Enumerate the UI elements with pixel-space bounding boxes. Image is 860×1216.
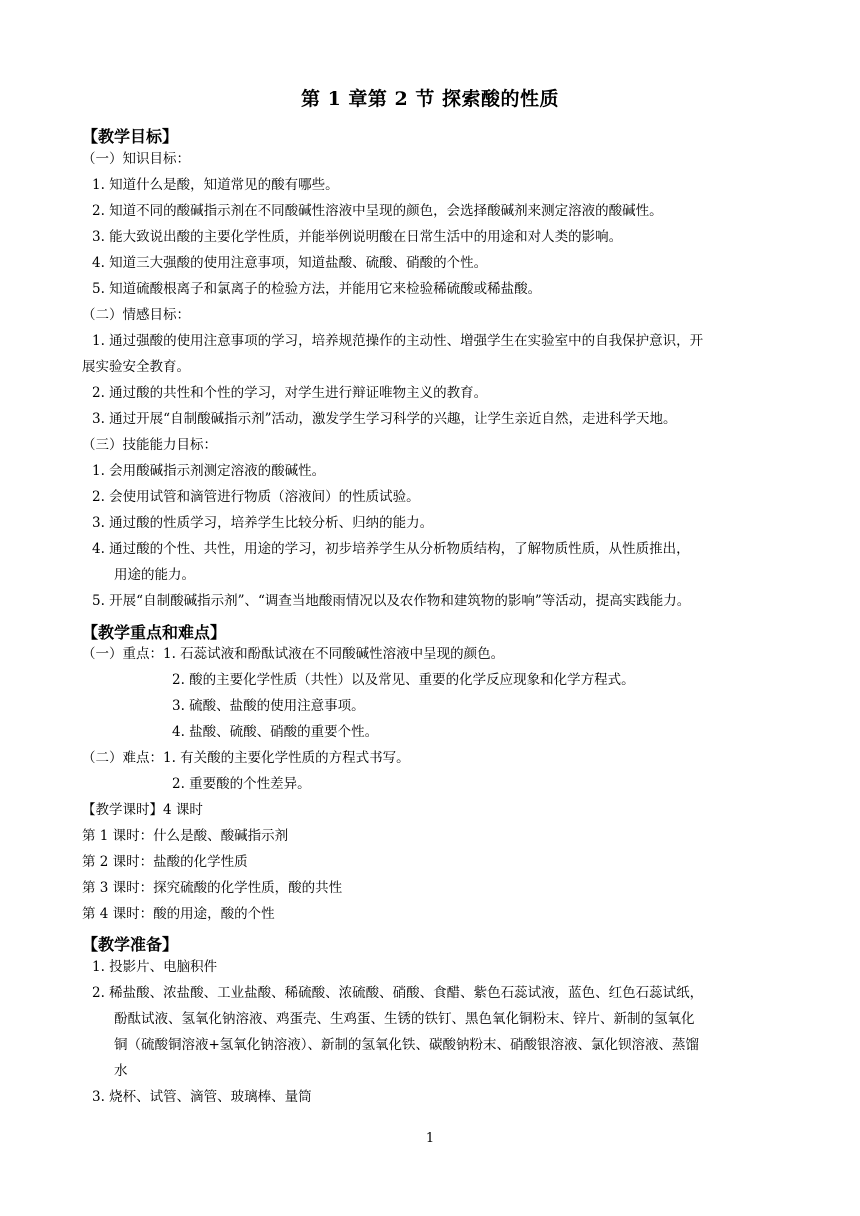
knowledge-item: 4. 知道三大强酸的使用注意事项，知道盐酸、硫酸、硝酸的个性。 bbox=[92, 255, 488, 271]
lesson-item: 第 1 课时：什么是酸、酸碱指示剂 bbox=[82, 828, 289, 844]
skill-item: 1. 会用酸碱指示剂测定溶液的酸碱性。 bbox=[92, 463, 326, 479]
focus-item: 4. 盐酸、硫酸、硝酸的重要个性。 bbox=[172, 724, 379, 740]
page-title: 第 1 章第 2 节 探索酸的性质 bbox=[300, 88, 559, 110]
focus-item: 3. 硫酸、盐酸的使用注意事项。 bbox=[172, 698, 365, 714]
knowledge-heading: （一）知识目标： bbox=[82, 151, 190, 167]
section-heading-key-points: 【教学重点和难点】 bbox=[82, 623, 227, 642]
knowledge-item: 5. 知道硫酸根离子和氯离子的检验方法，并能用它来检验稀硫酸或稀盐酸。 bbox=[92, 281, 542, 297]
prep-item: 1. 投影片、电脑积件 bbox=[92, 959, 218, 975]
skill-item-cont: 用途的能力。 bbox=[114, 567, 195, 583]
emotion-heading: （二）情感目标： bbox=[82, 307, 190, 323]
prep-item-cont: 酚酞试液、氢氧化钠溶液、鸡蛋壳、生鸡蛋、生锈的铁钉、黑色氧化铜粉末、锌片、新制的氢氧化 bbox=[114, 1011, 695, 1027]
difficulty-item: （二）难点：1. 有关酸的主要化学性质的方程式书写。 bbox=[82, 750, 410, 766]
class-hours-heading: 【教学课时】4 课时 bbox=[82, 802, 203, 818]
skill-item: 3. 通过酸的性质学习，培养学生比较分析、归纳的能力。 bbox=[92, 515, 434, 531]
section-heading-prep: 【教学准备】 bbox=[82, 935, 179, 954]
emotion-item: 2. 通过酸的共性和个性的学习，对学生进行辩证唯物主义的教育。 bbox=[92, 385, 488, 401]
lesson-item: 第 3 课时：探究硫酸的化学性质，酸的共性 bbox=[82, 880, 343, 896]
emotion-item-cont: 展实验安全教育。 bbox=[82, 359, 190, 375]
focus-item: 2. 酸的主要化学性质（共性）以及常见、重要的化学反应现象和化学方程式。 bbox=[172, 672, 635, 688]
skill-item: 5. 开展“自制酸碱指示剂”、“调查当地酸雨情况以及农作物和建筑物的影响”等活动，提高实践能力。 bbox=[92, 593, 691, 609]
knowledge-item: 1. 知道什么是酸，知道常见的酸有哪些。 bbox=[92, 177, 339, 193]
focus-item: （一）重点：1. 石蕊试液和酚酞试液在不同酸碱性溶液中呈现的颜色。 bbox=[82, 646, 505, 662]
knowledge-item: 2. 知道不同的酸碱指示剂在不同酸碱性溶液中呈现的颜色，会选择酸碱剂来测定溶液的酸碱性。 bbox=[92, 203, 663, 219]
emotion-item: 1. 通过强酸的使用注意事项的学习，培养规范操作的主动性、增强学生在实验室中的自我保护意识，开 bbox=[92, 333, 704, 349]
emotion-item: 3. 通过开展“自制酸碱指示剂”活动，激发学生学习科学的兴趣，让学生亲近自然，走进科学天地。 bbox=[92, 411, 677, 427]
skill-heading: （三）技能能力目标： bbox=[82, 437, 217, 453]
lesson-item: 第 2 课时：盐酸的化学性质 bbox=[82, 854, 248, 870]
difficulty-item: 2. 重要酸的个性差异。 bbox=[172, 776, 311, 792]
skill-item: 2. 会使用试管和滴管进行物质（溶液间）的性质试验。 bbox=[92, 489, 420, 505]
section-heading-goals: 【教学目标】 bbox=[82, 127, 179, 146]
lesson-item: 第 4 课时：酸的用途，酸的个性 bbox=[82, 906, 275, 922]
prep-item-cont: 水 bbox=[114, 1063, 128, 1079]
skill-item: 4. 通过酸的个性、共性，用途的学习，初步培养学生从分析物质结构，了解物质性质，从性质推出， bbox=[92, 541, 690, 557]
page-number: 1 bbox=[425, 1131, 435, 1146]
prep-item-cont: 铜（硫酸铜溶液+氢氧化钠溶液）、新制的氢氧化铁、碳酸钠粉末、硝酸银溶液、氯化钡溶液、蒸馏 bbox=[114, 1037, 700, 1053]
prep-item: 2. 稀盐酸、浓盐酸、工业盐酸、稀硫酸、浓硫酸、硝酸、食醋、紫色石蕊试液，蓝色、红色石蕊试纸， bbox=[92, 985, 704, 1001]
knowledge-item: 3. 能大致说出酸的主要化学性质，并能举例说明酸在日常生活中的用途和对人类的影响。 bbox=[92, 229, 623, 245]
prep-item: 3. 烧杯、试管、滴管、玻璃棒、量筒 bbox=[92, 1089, 312, 1105]
